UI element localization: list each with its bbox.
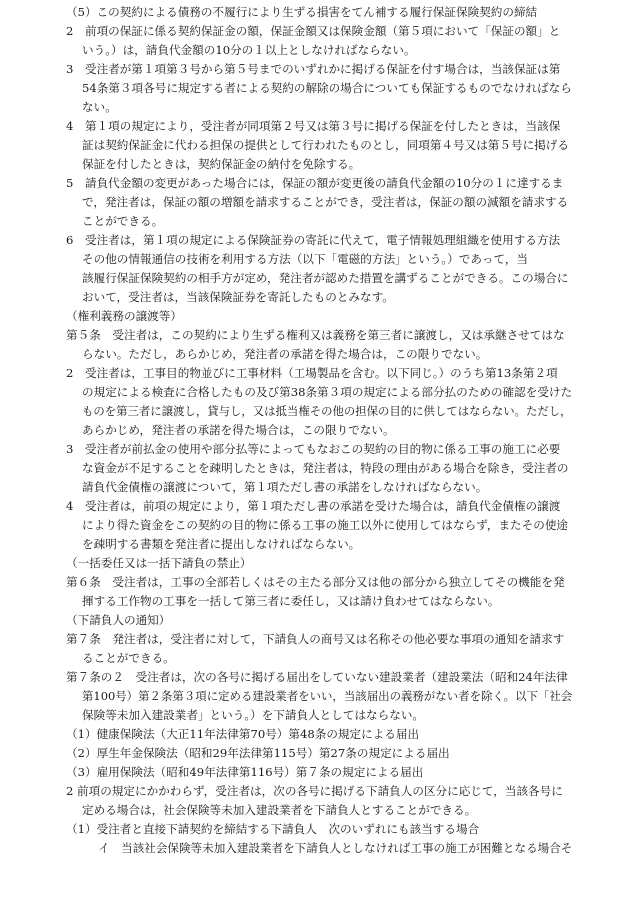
text-line xyxy=(0,3,630,22)
text-line-content: 6 受注者は，第１項の規定による保険証券の寄託に代えて，電子情報処理組織を使用する方法 xyxy=(66,233,561,247)
text-line xyxy=(0,782,630,801)
text-line-content: ことができる。 xyxy=(82,214,164,228)
text-line xyxy=(0,516,630,535)
text-line-content: 3 受注者が第１項第３号から第５号までのいずれかに掲げる保証を付す場合は，当該保証は第 xyxy=(66,62,561,76)
text-line-content: を疎明する書類を発注者に提出しなければならない。 xyxy=(82,537,361,551)
text-line-content: 5 請負代金額の変更があった場合には，保証の額が変更後の請負代金額の10分の１に達するま xyxy=(66,176,564,190)
text-line-content: （1）受注者と直接下請契約を締結する下請負人 次のいずれにも該当する場合 xyxy=(66,822,480,836)
text-line-content: 該履行保証保険契約の相手方が定め，発注者が認めた措置を講ずることができる。この場合に xyxy=(82,271,569,285)
text-line xyxy=(0,326,630,345)
text-line xyxy=(0,383,630,402)
text-line xyxy=(0,269,630,288)
text-line-content: 保険等未加入建設業者」という。）を下請負人としてはならない。 xyxy=(82,708,425,722)
section-heading xyxy=(0,611,630,630)
text-line-content: その他の情報通信の技術を利用する方法（以下「電磁的方法」という。）であって，当 xyxy=(82,252,529,266)
text-line xyxy=(0,820,630,839)
text-line xyxy=(0,174,630,193)
text-line xyxy=(0,668,630,687)
text-line xyxy=(0,155,630,174)
text-line xyxy=(0,79,630,98)
text-line-content: らない。ただし，あらかじめ，発注者の承諾を得た場合は，この限りでない。 xyxy=(82,347,488,361)
text-line-content: （2）厚生年金保険法（昭和29年法律第115号）第27条の規定による届出 xyxy=(66,746,450,760)
text-line xyxy=(0,345,630,364)
text-line xyxy=(0,706,630,725)
text-line xyxy=(0,744,630,763)
section-heading-text: （下請負人の通知） xyxy=(66,613,171,627)
text-line-content: 第100号）第２条第３項に定める建設業者をいい，当該届出の義務がない者を除く。以下「社会 xyxy=(82,689,573,703)
text-line xyxy=(0,459,630,478)
text-line xyxy=(0,41,630,60)
text-line-content: 第７条の２ 受注者は，次の各号に掲げる届出をしていない建設業者（建設業法（昭和24年法律 xyxy=(66,670,568,684)
text-line xyxy=(0,117,630,136)
text-line-content: いう。）は，請負代金額の10分の１以上としなければならない。 xyxy=(82,43,416,57)
text-line-content: 証は契約保証金に代わる担保の提供として行われたものとし，同項第４号又は第５号に掲げる xyxy=(82,138,569,152)
text-line xyxy=(0,231,630,250)
text-line xyxy=(0,725,630,744)
text-line xyxy=(0,440,630,459)
text-line xyxy=(0,497,630,516)
text-line-content: 2 受注者は，工事目的物並びに工事材料（工場製品を含む。以下同じ。）のうち第13条第２項 xyxy=(66,366,558,380)
text-line xyxy=(0,136,630,155)
text-line-content: （3）雇用保険法（昭和49年法律第116号）第７条の規定による届出 xyxy=(66,765,424,779)
text-line-content: な資金が不足することを疎明したときは，発注者は，特段の理由がある場合を除き，受注者の xyxy=(82,461,569,475)
text-line xyxy=(0,687,630,706)
text-line xyxy=(0,839,630,858)
text-line-content: 4 第１項の規定により，受注者が同項第２号又は第３号に掲げる保証を付したときは，当該保 xyxy=(66,119,561,133)
text-line-content: 揮する工作物の工事を一括して第三者に委任し，又は請け負わせてはならない。 xyxy=(82,594,500,608)
text-line xyxy=(0,288,630,307)
text-line xyxy=(0,763,630,782)
text-line-content: により得た資金をこの契約の目的物に係る工事の施工以外に使用してはならず，またその使途 xyxy=(82,518,569,532)
text-line-content: 3 受注者が前払金の使用や部分払等によってもなおこの契約の目的物に係る工事の施工に必要 xyxy=(66,442,561,456)
text-line xyxy=(0,573,630,592)
text-line xyxy=(0,250,630,269)
text-line xyxy=(0,364,630,383)
text-line-content: 第７条 発注者は，受注者に対して，下請負人の商号又は名称その他必要な事項の通知を請求す xyxy=(66,632,565,646)
text-line-content: あらかじめ，発注者の承諾を得た場合は，この限りでない。 xyxy=(82,423,395,437)
section-heading xyxy=(0,307,630,326)
text-line-content: 第５条 受注者は，この契約により生ずる権利又は義務を第三者に譲渡し，又は承継させてはな xyxy=(66,328,565,342)
text-line xyxy=(0,421,630,440)
section-heading-text: （一括委任又は一括下請負の禁止） xyxy=(66,556,252,570)
text-line-content: の規定による検査に合格したもの及び第38条第３項の規定による部分払のための確認を受けた xyxy=(82,385,573,399)
text-line xyxy=(0,22,630,41)
text-line xyxy=(0,193,630,212)
text-line-content: （1）健康保険法（大正11年法律第70号）第48条の規定による届出 xyxy=(66,727,420,741)
text-line-content: おいて，受注者は，当該保険証券を寄託したものとみなす。 xyxy=(82,290,394,304)
text-line xyxy=(0,98,630,117)
section-heading xyxy=(0,554,630,573)
text-line-content: 保証を付したときは，契約保証金の納付を免除する。 xyxy=(82,157,361,171)
text-line-content: 2 前項の規定にかかわらず，受注者は，次の各号に掲げる下請負人の区分に応じて，当該各号に xyxy=(66,784,563,798)
text-line-content: ない。 xyxy=(82,100,117,114)
text-line xyxy=(0,402,630,421)
text-line-content: ものを第三者に譲渡し，貸与し，又は抵当権その他の担保の目的に供してはならない。ただし， xyxy=(82,404,572,418)
text-line-content: 請負代金債権の譲渡について，第１項ただし書の承諾をしなければならない。 xyxy=(82,480,488,494)
text-line xyxy=(0,60,630,79)
text-line-content: ることができる。 xyxy=(82,651,175,665)
text-line xyxy=(0,630,630,649)
text-line-content: 定める場合は，社会保険等未加入建設業者を下請負人とすることができる。 xyxy=(82,803,477,817)
text-line xyxy=(0,212,630,231)
text-line-content: イ 当該社会保険等未加入建設業者を下請負人としなければ工事の施工が困難となる場合そ xyxy=(98,841,573,855)
text-line xyxy=(0,535,630,554)
text-line-content: 第６条 受注者は，工事の全部若しくはその主たる部分又は他の部分から独立してその機能を発 xyxy=(66,575,565,589)
text-line xyxy=(0,478,630,497)
text-line xyxy=(0,801,630,820)
section-heading-text: （権利義務の譲渡等） xyxy=(66,309,182,323)
text-line-content: 4 受注者は，前項の規定により，第１項ただし書の承諾を受けた場合は，請負代金債権の譲渡 xyxy=(66,499,561,513)
text-line-content: で，発注者は，保証の額の増額を請求することができ，受注者は，保証の額の減額を請求する xyxy=(82,195,569,209)
text-line-content: 2 前項の保証に係る契約保証金の額，保証金額又は保険金額（第５項において「保証の額」と xyxy=(66,24,561,38)
text-line xyxy=(0,649,630,668)
text-line-content: （5）この契約による債務の不履行により生ずる損害をてん補する履行保証保険契約の締結 xyxy=(66,5,538,19)
text-line-content: 54条第３項各号に規定する者による契約の解除の場合についても保証するものでなければなら xyxy=(82,81,572,95)
text-line xyxy=(0,592,630,611)
